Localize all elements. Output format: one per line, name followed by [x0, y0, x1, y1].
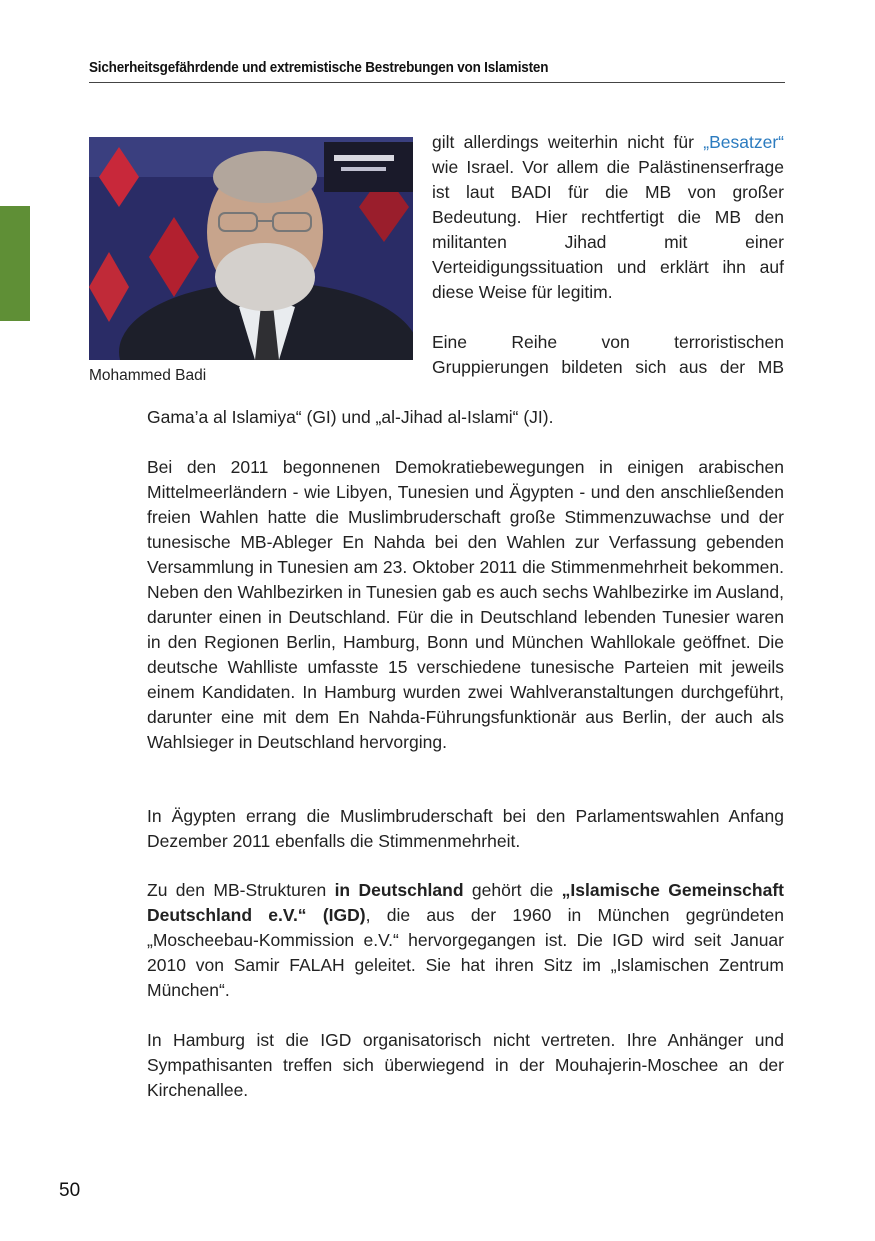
p1-text-a: gilt allerdings weiterhin nicht für	[432, 132, 704, 152]
portrait-photo	[89, 137, 413, 360]
p5-bold-organisation: „Islamische Gemeinschaft Deutschland e.V.“ (IGD)	[147, 880, 784, 925]
paragraph-6: In Hamburg ist die IGD organisatorisch nicht vertreten. Ihre Anhänger und Sympathisanten treffen sich überwiegend in der Mouhajerin-Moschee an der Kirchenallee.	[147, 1030, 784, 1100]
p1-text-b: wie Israel. Vor allem die Palästinenserfrage ist laut BADI für die MB von großer Bedeutung. Hier rechtfertigt die MB den militanten Jihad mit einer Verteidigungssituation und erklärt ihn auf diese Weise für legitim.	[432, 157, 784, 302]
besatzer-link[interactable]: „Besatzer“	[703, 132, 784, 152]
running-header: Sicherheitsgefährdende und extremistische Bestrebungen von Islamisten	[89, 60, 549, 76]
p5-bold-location: in Deutschland	[334, 880, 464, 900]
p5-text-c: , die aus der 1960 in München gegründeten „Moscheebau-Kommission e.V.“ hervorgegangen ist. Die IGD wird seit Januar 2010 von Samir FALAH geleitet. Sie hat ihren Sitz im „Islamischen Zentrum München“.	[147, 905, 784, 1000]
p2-text-b: Gama’a al Islamiya“ (GI) und „al-Jihad al-Islami“ (JI).	[147, 407, 554, 427]
p5-text-a: Zu den MB-Strukturen	[147, 880, 335, 900]
header-rule	[89, 82, 785, 83]
paragraph-2-top	[432, 330, 784, 380]
p2-text-a: Eine Reihe von terroristischen Gruppierungen bildeten sich aus der MB	[432, 332, 784, 377]
photo-caption: Mohammed Badi	[89, 367, 207, 384]
paragraph-3: Bei den 2011 begonnenen Demokratiebewegungen in einigen arabischen Mittelmeerländern - wie Libyen, Tunesien und Ägypten - und den anschließenden freien Wahlen hatte die Muslimbruderschaft große Stimmenzuwachse und der tunesische MB-Ableger En Nahda bei den Wahlen zur Verfassung gebenden Versammlung in Tunesien am 23. Oktober 2011 die Stimmenmehrheit bekommen. Neben den Wahlbezirken in Tunesien gab es auch sechs Wahlbezirke im Ausland, darunter einen in Deutschland. Für die in Deutschland lebenden Tunesier waren in den Regionen Berlin, Hamburg, Bonn und München Wahllokale geöffnet. Die deutsche Wahlliste umfasste 15 verschiedene tunesische Parteien mit jeweils einem Kandidaten. In Hamburg wurden zwei Wahlveranstaltungen durchgeführt, darunter eine mit dem En Nahda-Führungsfunktionär aus Berlin, der auch als Wahlsieger in Deutschland hervorging.	[147, 457, 784, 752]
paragraph-1	[432, 130, 784, 305]
paragraph-2-bottom	[147, 405, 784, 430]
chapter-side-tab	[0, 206, 30, 321]
paragraph-4: In Ägypten errang die Muslimbruderschaft bei den Parlamentswahlen Anfang Dezember 2011 ebenfalls die Stimmenmehrheit.	[147, 806, 784, 851]
page-number: 50	[59, 1180, 81, 1201]
paragraph-5	[147, 878, 784, 1003]
p5-text-b: gehört die	[463, 880, 562, 900]
